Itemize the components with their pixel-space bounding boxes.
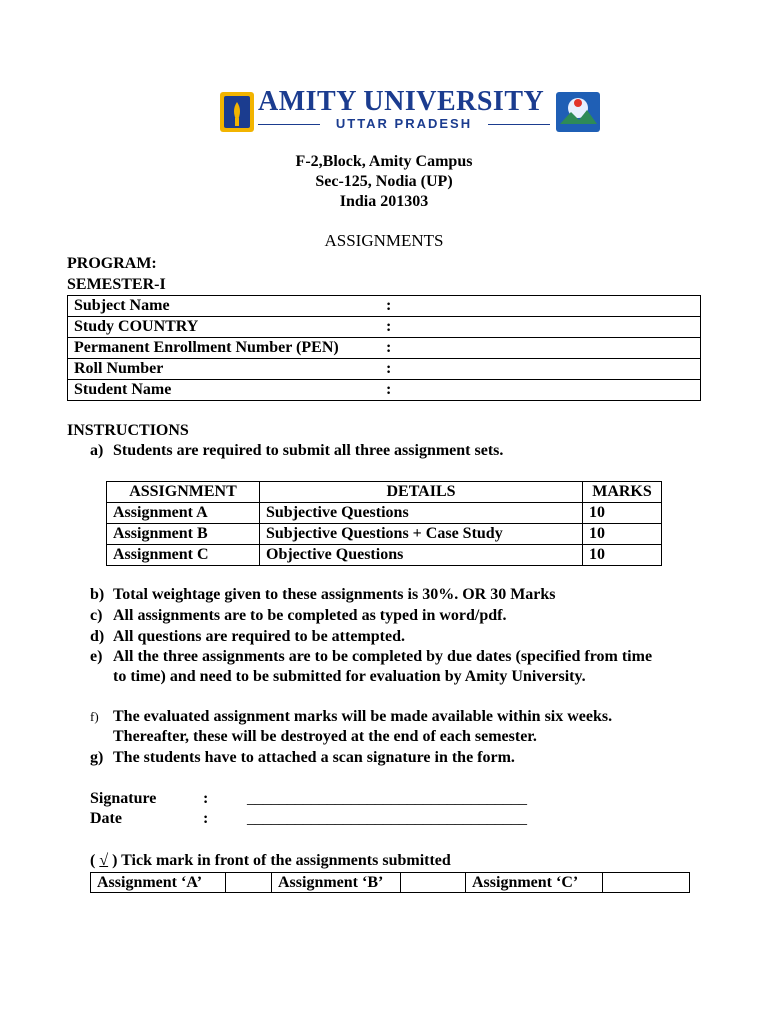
signature-line[interactable]: ___________________________________ [247,790,527,807]
program-label: PROGRAM: [67,255,157,272]
tick-box-b[interactable] [401,873,466,893]
date-line[interactable]: ___________________________________ [247,810,527,827]
tick-label-c: Assignment ‘C’ [466,873,603,893]
column-header: DETAILS [260,482,583,503]
address-line-3: India 201303 [339,193,429,210]
signature-separator: : [203,790,209,807]
instruction-item [90,748,653,768]
table-header-row [107,482,662,503]
info-separator: : [386,339,392,356]
campus-name: UTTAR PRADESH [335,116,473,131]
instruction-letter: c) [90,607,103,624]
address-line-1: F-2,Block, Amity Campus [295,153,473,170]
tick-open-paren: ( [90,852,96,869]
info-label: Permanent Enrollment Number (PEN) [68,338,381,359]
table-cell: Objective Questions [260,545,583,566]
semester-label: SEMESTER-I [67,276,166,293]
tick-label-b: Assignment ‘B’ [272,873,401,893]
info-row-country [68,317,701,338]
table-row [107,545,662,566]
instruction-item [90,627,653,647]
info-separator: : [386,297,392,314]
table-row [91,873,690,893]
date-label: Date [90,810,122,827]
tick-box-c[interactable] [603,873,690,893]
instruction-text: All assignments are to be completed as typed in word/pdf. [113,607,507,624]
info-label: Subject Name [68,296,381,317]
table-row [107,524,662,545]
instructions-heading: INSTRUCTIONS [67,422,189,439]
table-cell: Subjective Questions + Case Study [260,524,583,545]
info-value[interactable] [380,359,701,380]
instruction-letter: b) [90,586,105,603]
date-separator: : [203,810,209,827]
university-name: AMITY UNIVERSITY [258,86,545,117]
instruction-text: Total weightage given to these assignments is 30%. OR 30 Marks [113,586,556,603]
instruction-text: The evaluated assignment marks will be made available within six weeks. Thereafter, these will be destroyed at the end of each semester. [113,708,613,745]
table-cell: Subjective Questions [260,503,583,524]
table-cell: 10 [583,545,662,566]
info-value[interactable] [380,296,701,317]
instruction-item [90,606,653,626]
info-label: Student Name [74,381,172,398]
instruction-text: All questions are required to be attempted. [113,628,405,645]
check-icon: √ [99,852,109,869]
instruction-item [90,647,653,687]
instruction-letter: a) [90,442,104,459]
info-separator: : [386,360,392,377]
signature-label: Signature [90,790,157,807]
info-row-student-name [68,380,701,401]
instruction-text: Students are required to submit all three assignment sets. [113,442,504,459]
info-separator: : [386,318,392,335]
info-value[interactable] [380,380,701,401]
tick-table [90,872,690,893]
info-separator: : [386,381,392,398]
info-label: Roll Number [68,359,381,380]
page-title: ASSIGNMENTS [324,231,444,250]
table-cell: Assignment C [107,545,260,566]
instruction-text: All the three assignments are to be completed by due dates (specified from time to time) and need to be submitted for evaluation by Amity University. [113,648,653,685]
table-cell: 10 [583,524,662,545]
column-header: ASSIGNMENT [107,482,260,503]
info-value[interactable] [380,338,701,359]
table-cell: 10 [583,503,662,524]
tick-box-a[interactable] [226,873,272,893]
table-cell: Assignment B [107,524,260,545]
address-line-2: Sec-125, Nodia (UP) [315,173,453,190]
info-row-roll [68,359,701,380]
tick-note-text: ) Tick mark in front of the assignments submitted [112,852,451,869]
instruction-item [90,441,653,461]
instruction-letter: g) [90,749,104,766]
instruction-item [90,585,653,605]
info-label: Study COUNTRY [68,317,381,338]
table-row [107,503,662,524]
instruction-text: The students have to attached a scan signature in the form. [113,749,515,766]
instruction-letter: f) [90,709,99,724]
info-value[interactable] [380,317,701,338]
info-row-pen [68,338,701,359]
instruction-letter: e) [90,648,103,665]
instruction-item [90,707,653,747]
tick-note [90,851,451,871]
student-info-table [67,295,701,401]
instruction-letter: d) [90,628,105,645]
table-cell: Assignment A [107,503,260,524]
tick-label-a: Assignment ‘A’ [91,873,226,893]
column-header: MARKS [583,482,662,503]
assignment-table [106,481,662,566]
info-row-subject [68,296,701,317]
